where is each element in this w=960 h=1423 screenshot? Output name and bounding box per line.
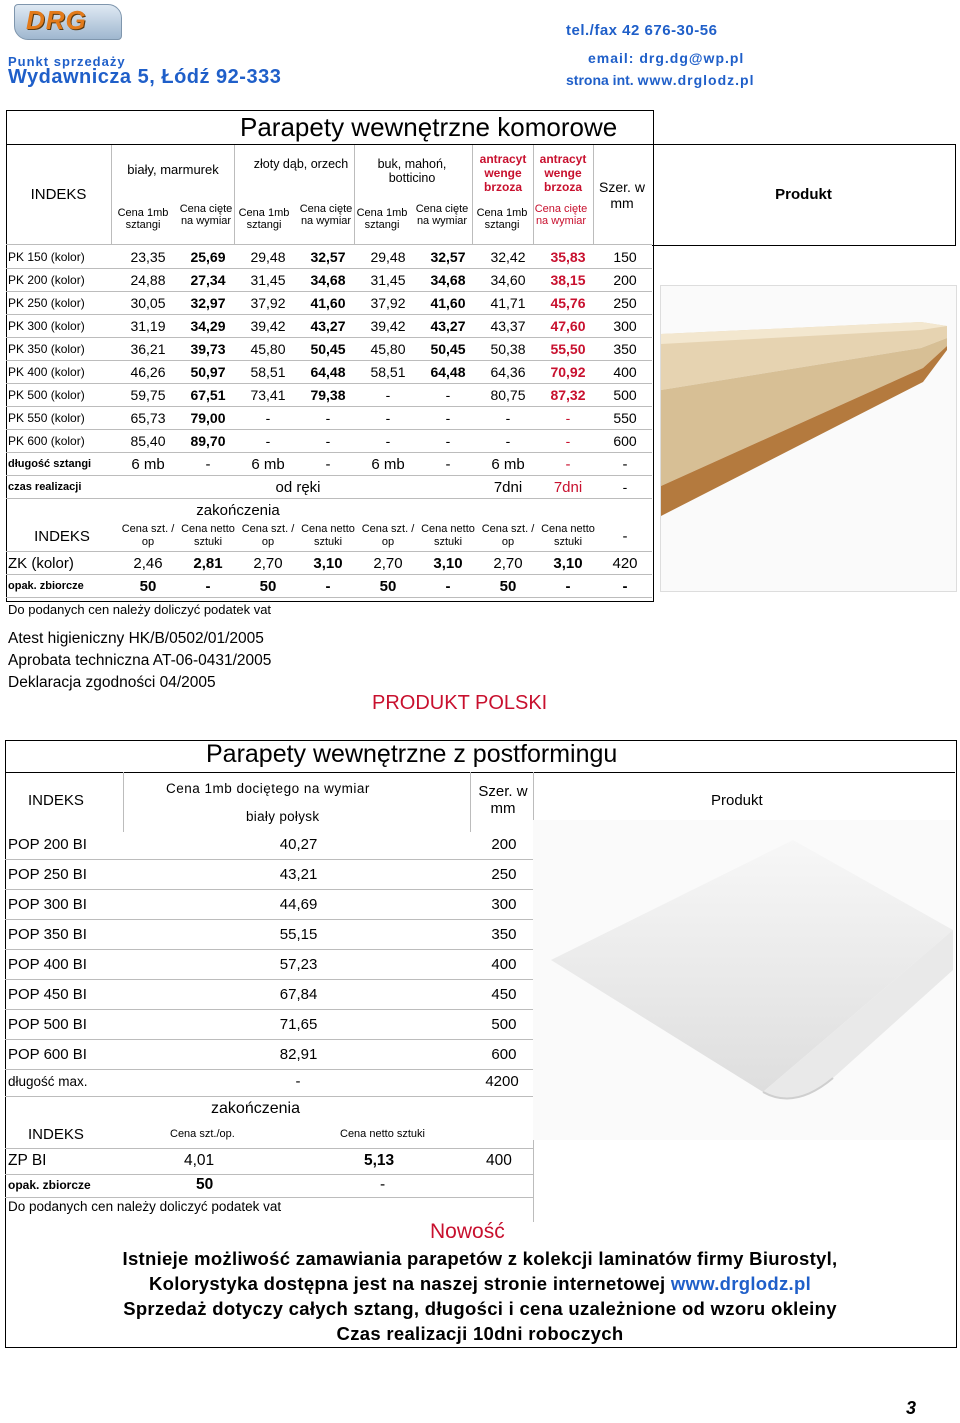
price-cell: 79,00 <box>190 410 226 426</box>
zk-cell: 3,10 <box>313 554 343 572</box>
color-header: biały połysk <box>246 809 320 824</box>
zk-cell: 2,81 <box>193 554 223 572</box>
table1-row <box>6 430 652 453</box>
zk-cell: 3,10 <box>553 554 583 572</box>
row-index: PK 550 (kolor) <box>8 411 85 425</box>
price-cell: 50,45 <box>430 341 466 357</box>
width-label: Szer. w mm <box>599 179 645 211</box>
opak-cell: - <box>565 577 571 595</box>
price-cell: 41,71 <box>490 295 526 311</box>
price-cell: 45,76 <box>550 295 586 311</box>
table1-vat-note: Do podanych cen należy doliczyć podatek vat <box>8 601 272 617</box>
width-cell: 450 <box>491 986 517 1003</box>
price-cell: 30,05 <box>130 295 166 311</box>
sub-cut-3: Cena cięte na wymiar <box>415 203 469 227</box>
max-price: - <box>295 1073 301 1090</box>
drg-logo: DRG <box>14 4 120 38</box>
polish-product: PRODUKT POLSKI <box>372 692 548 714</box>
width-cell: 200 <box>491 836 517 853</box>
price-cell: 150 <box>613 249 637 265</box>
price-cell: - <box>445 387 451 403</box>
price-cell: 73,41 <box>250 387 286 403</box>
price-header: Cena 1mb dociętego na wymiar <box>166 781 370 796</box>
length-row <box>6 453 652 476</box>
endings-h1: Cena szt. / op <box>121 523 175 548</box>
price-cell: 38,15 <box>550 272 586 288</box>
price-cell: 37,92 <box>250 295 286 311</box>
row-index: POP 400 BI <box>8 956 87 973</box>
sub-bar-3: Cena 1mb sztangi <box>356 207 408 231</box>
width-cell: 500 <box>491 1016 517 1033</box>
table2-opak-2: - <box>380 1176 386 1193</box>
length-cell: - <box>325 455 331 473</box>
price-cell: 43,21 <box>279 866 318 883</box>
price-cell: 23,35 <box>130 249 166 265</box>
price-cell: - <box>505 433 511 449</box>
price-cell: 40,27 <box>279 836 318 853</box>
table2-row <box>5 1010 534 1040</box>
endings-h1: Cena szt. / op <box>481 523 535 548</box>
price-cell: 64,36 <box>490 364 526 380</box>
sub-bar-1: Cena 1mb sztangi <box>117 207 169 231</box>
sub-bar-2: Cena 1mb sztangi <box>238 207 290 231</box>
price-cell: 31,45 <box>370 272 406 288</box>
row-index: POP 500 BI <box>8 1016 87 1033</box>
zk-row <box>6 552 652 575</box>
price-cell: 82,91 <box>279 1046 318 1063</box>
table1-row <box>6 384 652 407</box>
time-7a: 7dni <box>493 478 523 496</box>
price-cell: 34,29 <box>190 318 226 334</box>
price-cell: 32,57 <box>430 249 466 265</box>
length-cell: 6 mb <box>371 455 405 473</box>
cert-1: Atest higieniczny HK/B/0502/01/2005 <box>8 630 264 647</box>
price-cell: 58,51 <box>370 364 406 380</box>
table1-row <box>6 361 652 384</box>
price-cell: 46,26 <box>130 364 166 380</box>
price-cell: - <box>505 410 511 426</box>
cert-2: Aprobata techniczna AT-06-0431/2005 <box>8 652 272 669</box>
table2-row <box>5 830 534 860</box>
price-cell: 67,51 <box>190 387 226 403</box>
row-index: POP 600 BI <box>8 1046 87 1063</box>
phone: tel./fax 42 676-30-56 <box>566 22 718 39</box>
time-row <box>6 476 652 499</box>
price-cell: 27,34 <box>190 272 226 288</box>
table2-row <box>5 950 534 980</box>
table1-row <box>6 269 652 292</box>
news-line-2-text: Kolorystyka dostępna jest na naszej stronie internetowej <box>148 1273 671 1294</box>
price-cell: 37,92 <box>370 295 406 311</box>
table2-opak-label: opak. zbiorcze <box>8 1178 91 1192</box>
table1-row <box>6 407 652 430</box>
zk-cell: 2,70 <box>253 554 283 572</box>
price-cell: - <box>385 433 391 449</box>
zk-cell: 3,10 <box>433 554 463 572</box>
price-cell: 350 <box>613 341 637 357</box>
price-cell: 24,88 <box>130 272 166 288</box>
price-cell: - <box>565 433 571 449</box>
time-main: od ręki <box>275 478 321 496</box>
table2-body <box>5 830 534 1070</box>
zk-cell: 420 <box>612 554 638 572</box>
table1-index-label: INDEKS <box>30 186 87 203</box>
zk-label: ZK (kolor) <box>8 554 74 572</box>
price-cell: 35,83 <box>550 249 586 265</box>
news-line-4: Czas realizacji 10dni roboczych <box>336 1323 624 1344</box>
news-link[interactable]: www.drglodz.pl <box>670 1273 812 1294</box>
width-cell: 400 <box>491 956 517 973</box>
row-index: PK 200 (kolor) <box>8 273 85 287</box>
zp-price: 4,01 <box>184 1152 215 1169</box>
price-cell: 29,48 <box>370 249 406 265</box>
endings-header-row <box>6 521 652 552</box>
sub-cut-4: Cena cięte na wymiar <box>534 203 588 227</box>
zp-label: ZP BI <box>8 1152 47 1169</box>
width-cell: 250 <box>491 866 517 883</box>
vat-row <box>6 598 652 621</box>
opak-cell: 50 <box>259 577 277 595</box>
opak-cell: 50 <box>379 577 397 595</box>
length-cell: - <box>205 455 211 473</box>
group-white: biały, marmurek <box>127 162 219 177</box>
table2-end-index: INDEKS <box>28 1126 84 1143</box>
price-cell: 300 <box>613 318 637 334</box>
row-index: PK 150 (kolor) <box>8 250 85 264</box>
price-cell: 29,48 <box>250 249 286 265</box>
opak-cell: - <box>622 577 628 595</box>
endings-h1: Cena szt. / op <box>361 523 415 548</box>
opak-cell: 50 <box>139 577 157 595</box>
address: Wydawnicza 5, Łódź 92-333 <box>8 66 282 88</box>
opak-cell: - <box>445 577 451 595</box>
price-cell: - <box>445 410 451 426</box>
news-title: Nowość <box>430 1220 505 1243</box>
opak-cell: - <box>205 577 211 595</box>
price-cell: 200 <box>613 272 637 288</box>
sub-cut-1: Cena cięte na wymiar <box>179 203 233 227</box>
price-cell: 70,92 <box>550 364 586 380</box>
time-7b: 7dni <box>553 478 583 496</box>
point-label: Punkt sprzedaży <box>8 54 126 69</box>
row-index: PK 300 (kolor) <box>8 319 85 333</box>
zk-cell: 2,46 <box>133 554 163 572</box>
price-cell: 43,37 <box>490 318 526 334</box>
price-cell: 85,40 <box>130 433 166 449</box>
price-cell: 41,60 <box>430 295 466 311</box>
max-label: długość max. <box>8 1074 88 1089</box>
table2-opak-1: 50 <box>196 1176 214 1193</box>
price-cell: 32,97 <box>190 295 226 311</box>
endings-h2: Cena netto sztuki <box>181 523 235 548</box>
group-anthracite-1: antracyt wenge brzoza <box>479 152 527 194</box>
opak-row <box>6 575 652 598</box>
price-cell: 50,45 <box>310 341 346 357</box>
price-cell: 250 <box>613 295 637 311</box>
width-cell: 600 <box>491 1046 517 1063</box>
row-index: PK 600 (kolor) <box>8 434 85 448</box>
price-cell: 25,69 <box>190 249 226 265</box>
price-cell: - <box>265 410 271 426</box>
price-cell: 47,60 <box>550 318 586 334</box>
row-index: PK 250 (kolor) <box>8 296 85 310</box>
endings-h2: Cena netto sztuki <box>541 523 595 548</box>
zk-cell: 2,70 <box>373 554 403 572</box>
row-index: POP 200 BI <box>8 836 87 853</box>
price-cell: 39,42 <box>370 318 406 334</box>
table2-row <box>5 860 534 890</box>
opak-cell: 50 <box>499 577 517 595</box>
price-cell: 31,45 <box>250 272 286 288</box>
price-cell: 44,69 <box>279 896 318 913</box>
price-cell: 87,32 <box>550 387 586 403</box>
price-cell: 34,68 <box>310 272 346 288</box>
price-cell: 80,75 <box>490 387 526 403</box>
width-cell: 300 <box>491 896 517 913</box>
row-index: PK 350 (kolor) <box>8 342 85 356</box>
row-index: POP 300 BI <box>8 896 87 913</box>
price-cell: 32,57 <box>310 249 346 265</box>
table2-end-h1: Cena szt./op. <box>170 1128 235 1140</box>
price-cell: 39,73 <box>190 341 226 357</box>
website-link[interactable]: www.drglodz.pl <box>637 72 755 88</box>
windowsill-image-1 <box>660 285 957 592</box>
table2-vat-note: Do podanych cen należy doliczyć podatek vat <box>8 1199 282 1214</box>
price-cell: 64,48 <box>430 364 466 380</box>
page-number: 3 <box>906 1398 917 1418</box>
website-label: strona int. <box>566 72 634 88</box>
table1-body <box>6 246 652 620</box>
table1-title: Parapety wewnętrzne komorowe <box>240 112 618 142</box>
price-cell: 50,97 <box>190 364 226 380</box>
table1-row <box>6 338 652 361</box>
price-cell: 89,70 <box>190 433 226 449</box>
table1-row <box>6 315 652 338</box>
price-cell: - <box>325 410 331 426</box>
price-cell: 550 <box>613 410 637 426</box>
price-cell: 500 <box>613 387 637 403</box>
row-index: POP 250 BI <box>8 866 87 883</box>
price-cell: - <box>445 433 451 449</box>
table2-end-h2: Cena netto sztuki <box>340 1128 425 1140</box>
table2-row <box>5 920 534 950</box>
price-cell: 65,73 <box>130 410 166 426</box>
length-cell: 6 mb <box>131 455 165 473</box>
price-cell: 57,23 <box>279 956 318 973</box>
table2-row <box>5 980 534 1010</box>
price-cell: 39,42 <box>250 318 286 334</box>
price-cell: 43,27 <box>430 318 466 334</box>
email[interactable]: email: drg.dg@wp.pl <box>588 50 745 66</box>
price-cell: 55,15 <box>279 926 318 943</box>
price-cell: 64,48 <box>310 364 346 380</box>
price-cell: 41,60 <box>310 295 346 311</box>
endings-index: INDEKS <box>34 527 90 545</box>
endings-dash: - <box>622 527 628 545</box>
endings-h2: Cena netto sztuki <box>421 523 475 548</box>
table1-row <box>6 246 652 269</box>
table2-endings: zakończenia <box>211 1100 300 1117</box>
table1-product-label: Produkt <box>775 186 832 203</box>
length-cell: - <box>445 455 451 473</box>
price-cell: 45,80 <box>370 341 406 357</box>
table2-product-label: Produkt <box>711 792 763 809</box>
price-cell: 43,27 <box>310 318 346 334</box>
price-cell: 34,68 <box>430 272 466 288</box>
cert-3: Deklaracja zgodności 04/2005 <box>8 674 216 691</box>
price-cell: 36,21 <box>130 341 166 357</box>
row-index: PK 400 (kolor) <box>8 365 85 379</box>
price-cell: 50,38 <box>490 341 526 357</box>
sub-cut-2: Cena cięte na wymiar <box>299 203 353 227</box>
length-cell: 6 mb <box>491 455 525 473</box>
price-cell: 79,38 <box>310 387 346 403</box>
table1-row <box>6 292 652 315</box>
width-cell: 350 <box>491 926 517 943</box>
group-beech: buk, mahoń, botticino <box>377 157 447 185</box>
price-cell: 67,84 <box>279 986 318 1003</box>
price-cell: 31,19 <box>130 318 166 334</box>
windowsill-image-2 <box>533 820 955 1140</box>
opak-label: opak. zbiorcze <box>8 580 84 592</box>
price-cell: 400 <box>613 364 637 380</box>
price-cell: 32,42 <box>490 249 526 265</box>
price-cell: 59,75 <box>130 387 166 403</box>
price-cell: 71,65 <box>279 1016 318 1033</box>
row-index: POP 450 BI <box>8 986 87 1003</box>
price-cell: - <box>325 433 331 449</box>
price-cell: - <box>385 387 391 403</box>
table2-title: Parapety wewnętrzne z postformingu <box>206 740 618 768</box>
time-dash: - <box>622 479 628 495</box>
endings-h1: Cena szt. / op <box>241 523 295 548</box>
group-oak: złoty dąb, orzech <box>253 157 349 171</box>
table2-row <box>5 890 534 920</box>
endings-row <box>6 499 652 522</box>
table2-index-label: INDEKS <box>28 792 84 809</box>
max-width: 4200 <box>485 1073 519 1090</box>
news-line-2 <box>0 1273 960 1295</box>
table2-width-label: Szer. w mm <box>478 783 528 817</box>
website-line <box>566 72 754 88</box>
price-cell: - <box>265 433 271 449</box>
zp-width: 400 <box>486 1152 512 1169</box>
row-index: PK 500 (kolor) <box>8 388 85 402</box>
price-cell: - <box>385 410 391 426</box>
time-label: czas realizacji <box>8 481 82 493</box>
news-line-3: Sprzedaż dotyczy całych sztang, długości i cena uzależnione od wzoru okleiny <box>123 1298 837 1319</box>
zk-cell: 2,70 <box>493 554 523 572</box>
zp-netto: 5,13 <box>364 1152 395 1169</box>
sub-bar-4: Cena 1mb sztangi <box>476 207 528 231</box>
price-cell: 55,50 <box>550 341 586 357</box>
length-cell: 6 mb <box>251 455 285 473</box>
group-anthracite-2: antracyt wenge brzoza <box>539 152 587 194</box>
endings-label: zakończenia <box>196 501 280 519</box>
opak-cell: - <box>325 577 331 595</box>
news-line-1: Istnieje możliwość zamawiania parapetów z kolekcji laminatów firmy Biurostyl, <box>122 1248 838 1269</box>
row-index: POP 350 BI <box>8 926 87 943</box>
price-cell: 600 <box>613 433 637 449</box>
price-cell: - <box>565 410 571 426</box>
table2-row <box>5 1040 534 1070</box>
endings-h2: Cena netto sztuki <box>301 523 355 548</box>
price-cell: 34,60 <box>490 272 526 288</box>
length-cell: - <box>565 455 571 473</box>
length-label: długość sztangi <box>8 458 92 470</box>
length-cell: - <box>622 455 628 473</box>
price-cell: 58,51 <box>250 364 286 380</box>
price-cell: 45,80 <box>250 341 286 357</box>
